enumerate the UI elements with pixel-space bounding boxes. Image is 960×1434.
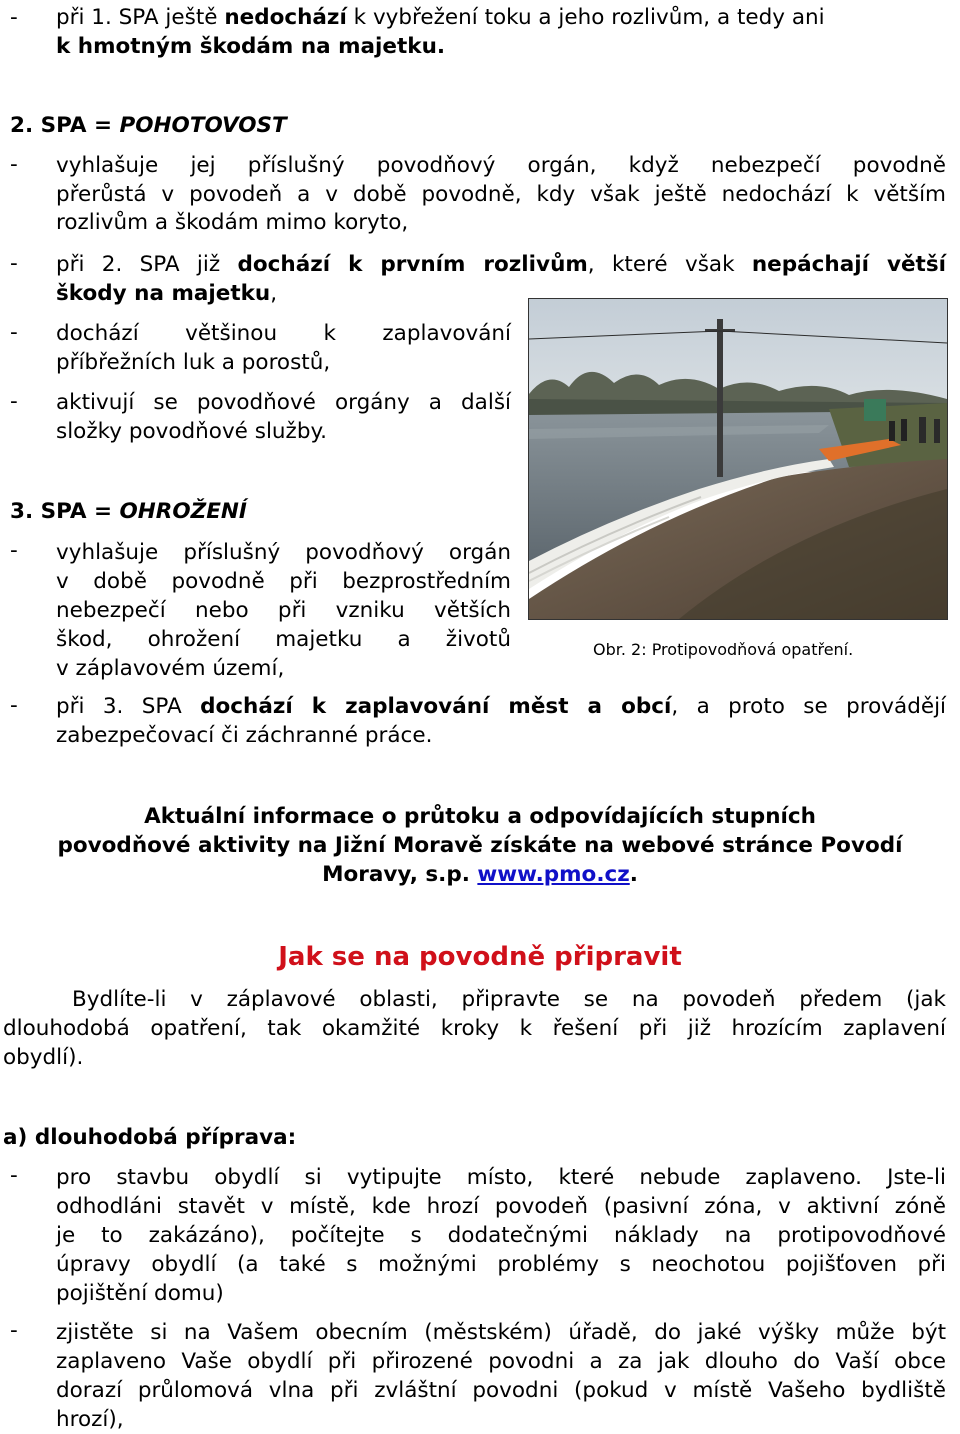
info-line-2: povodňové aktivity na Jižní Moravě získáte na webové stránce Povodí: [57, 833, 903, 858]
prepare-subheading: a) dlouhodobá příprava:: [3, 1125, 297, 1150]
figure-caption: Obr. 2: Protipovodňová opatření.: [593, 640, 854, 659]
spa2-item-1-l2: přerůstá v povodeň a v době povodně, kdy však ještě nedochází k větším: [56, 181, 946, 207]
spa2-item-1-l3: rozlivům a škodám mimo koryto,: [56, 210, 409, 235]
spa2-item-1-l1: vyhlašuje jej příslušný povodňový orgán, když nebezpečí povodně: [56, 153, 946, 178]
flood-sandbag-photo: [528, 298, 948, 620]
photo-illustration: [529, 299, 947, 619]
spa3-heading: 3. SPA = OHROŽENÍ: [10, 499, 247, 524]
info-line-1: Aktuální informace o průtoku a odpovídajících stupních: [144, 804, 816, 829]
spa2-heading: 2. SPA = POHOTOVOST: [10, 113, 287, 138]
pmo-link[interactable]: www.pmo.cz: [477, 862, 630, 887]
info-line-3: Moravy, s.p. www.pmo.cz.: [322, 862, 638, 887]
prepare-title: Jak se na povodně připravit: [278, 942, 682, 972]
